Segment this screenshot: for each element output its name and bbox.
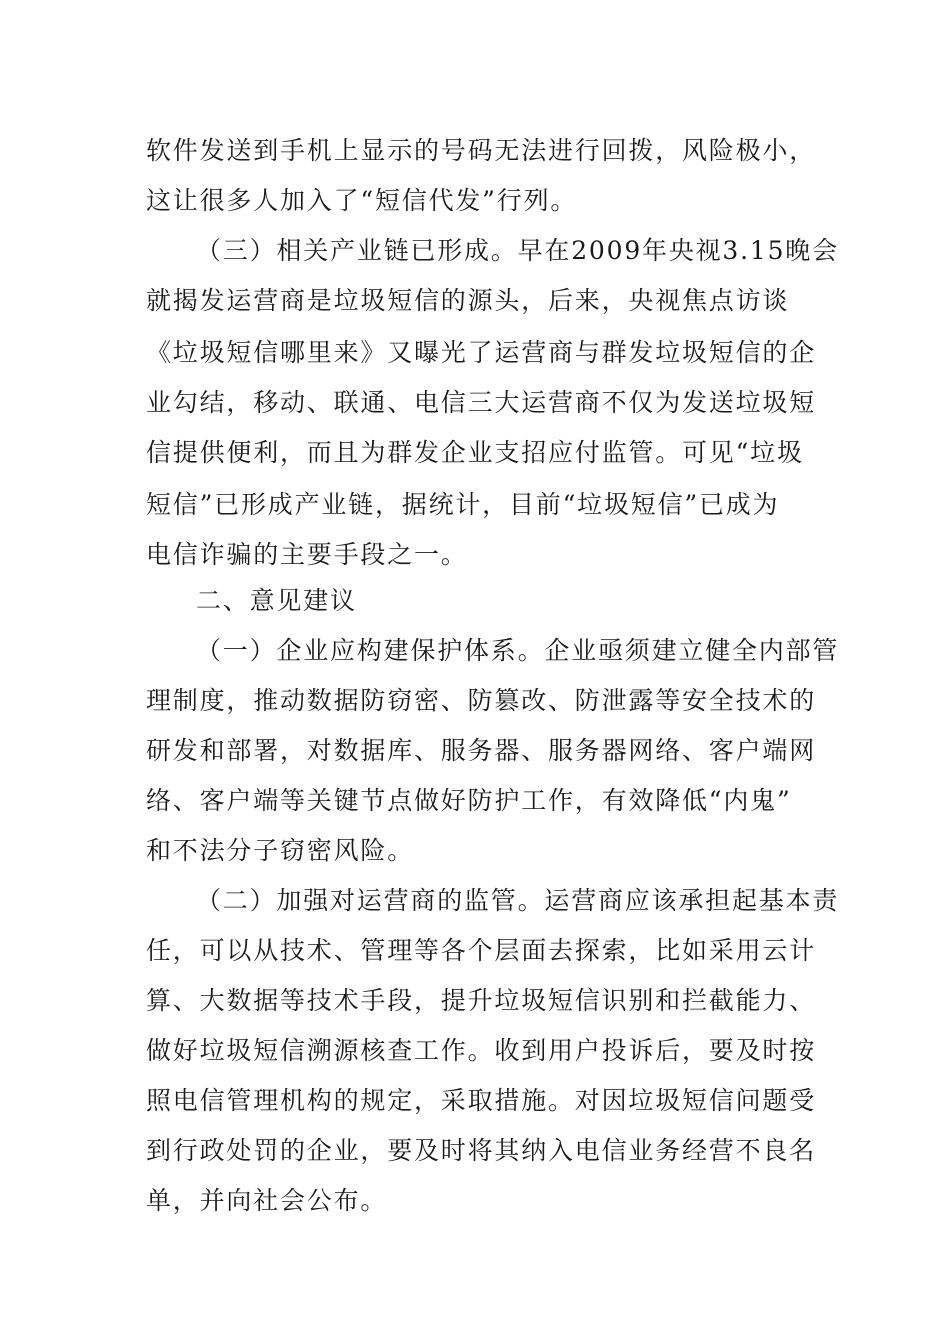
section-title: 二、意见建议 <box>196 586 357 615</box>
section-heading-line: （二）加强对运营商的监管。运营商应该承担起基本责 <box>196 886 840 915</box>
paragraph-line: 电信诈骗的主要手段之一。 <box>146 540 468 569</box>
paragraph-line: 信提供便利，而且为群发企业支招应付监管。可见“垃圾 <box>146 438 804 467</box>
section-heading-line: （一）企业应构建保护体系。企业亟须建立健全内部管 <box>196 636 840 665</box>
paragraph-line: 照电信管理机构的规定，采取措施。对因垃圾短信问题受 <box>146 1086 817 1115</box>
paragraph-line: 理制度，推动数据防窃密、防篡改、防泄露等安全技术的 <box>146 686 817 715</box>
paragraph-line: 算、大数据等技术手段，提升垃圾短信识别和拦截能力、 <box>146 986 817 1015</box>
paragraph-line: 做好垃圾短信溯源核查工作。收到用户投诉后，要及时按 <box>146 1036 817 1065</box>
paragraph-line: 到行政处罚的企业，要及时将其纳入电信业务经营不良名 <box>146 1136 817 1165</box>
paragraph-line: 《垃圾短信哪里来》又曝光了运营商与群发垃圾短信的企 <box>146 338 817 367</box>
paragraph-line: 业勾结，移动、联通、电信三大运营商不仅为发送垃圾短 <box>146 388 817 417</box>
section-heading-line: （三）相关产业链已形成。早在2009年央视3.15晚会 <box>196 236 839 265</box>
paragraph-line: 任，可以从技术、管理等各个层面去探索，比如采用云计 <box>146 936 817 965</box>
paragraph-line: 研发和部署，对数据库、服务器、服务器网络、客户端网 <box>146 736 817 765</box>
paragraph-line: 和不法分子窃密风险。 <box>146 836 415 865</box>
paragraph-line: 这让很多人加入了“短信代发”行列。 <box>146 186 578 215</box>
paragraph-line: 络、客户端等关键节点做好防护工作，有效降低“内鬼” <box>146 786 792 815</box>
paragraph-line: 短信”已形成产业链，据统计，目前“垃圾短信”已成为 <box>146 490 780 519</box>
paragraph-line: 就揭发运营商是垃圾短信的源头，后来，央视焦点访谈 <box>146 286 790 315</box>
paragraph-line: 单，并向社会公布。 <box>146 1186 388 1215</box>
paragraph-line: 软件发送到手机上显示的号码无法进行回拨，风险极小， <box>146 136 817 165</box>
